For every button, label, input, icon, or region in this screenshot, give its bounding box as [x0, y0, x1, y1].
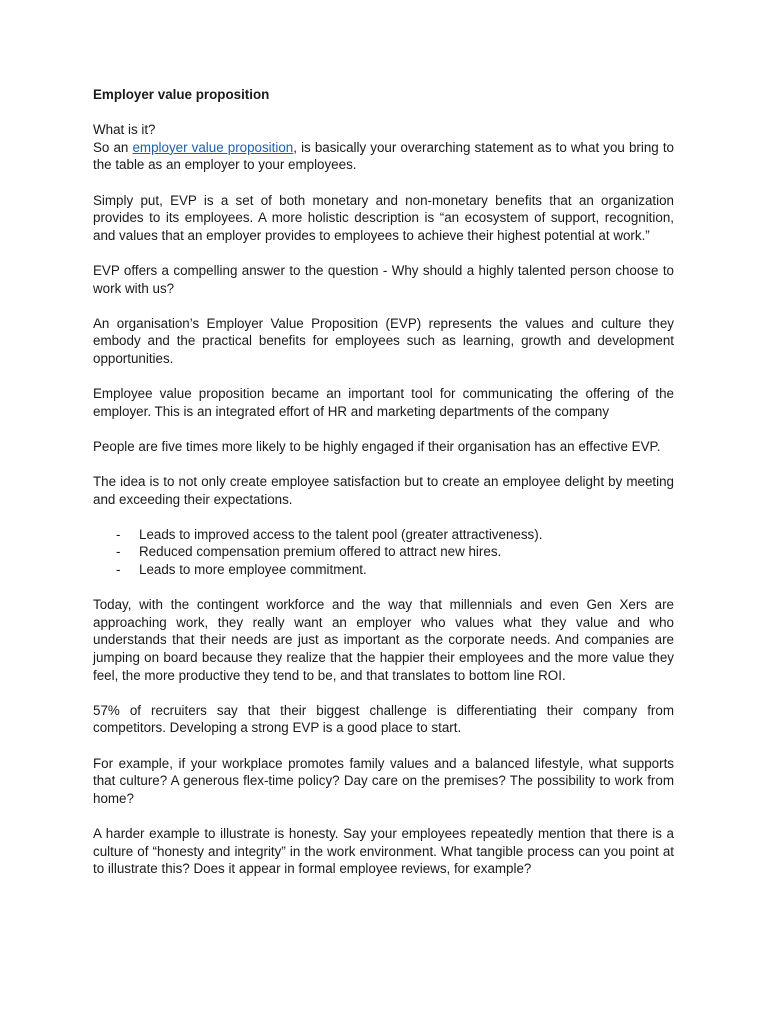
- list-item: [93, 543, 674, 561]
- evp-link[interactable]: employer value proposition: [132, 139, 294, 155]
- paragraph-contingent-workforce: Today, with the contingent workforce and the way that millennials and even Gen Xers are approaching work, they really want an employer who values what they value and who understands that their needs are just as important as the corporate needs. And companies are jumping on board because they realize that the happier their employees and the more value they feel, the more productive they tend to be, and that translates to bottom line ROI.: [93, 597, 674, 683]
- paragraph-evp-organisation: An organisation’s Employer Value Proposition (EVP) represents the values and culture they embody and the practical benefits for employees such as learning, growth and development opportunities.: [93, 315, 674, 366]
- benefits-list: [93, 526, 674, 579]
- list-item: [93, 561, 674, 579]
- list-item-text: Leads to improved access to the talent pool (greater attractiveness).: [139, 526, 543, 542]
- paragraph-honesty-example: A harder example to illustrate is honesty. Say your employees repeatedly mention that there is a culture of “honesty and integrity” in the work environment. What tangible process can you point at to illustrate this? Does it appear in formal employee reviews, for example?: [93, 825, 674, 877]
- document-page: [93, 86, 674, 895]
- intro-paragraph: [93, 139, 674, 174]
- bullet-dash: -: [116, 562, 121, 578]
- paragraph-evp-tool: Employee value proposition became an important tool for communicating the offering of the employer. This is an integrated effort of HR and marketing departments of the company: [93, 386, 674, 419]
- list-item-text: Reduced compensation premium offered to attract new hires.: [139, 544, 502, 560]
- bullet-dash: -: [116, 526, 121, 542]
- paragraph-family-values-example: For example, if your workplace promotes family values and a balanced lifestyle, what supports that culture? A generous flex-time policy? Day care on the premises? The possibility to work from home?: [93, 755, 674, 806]
- paragraph-employee-delight: The idea is to not only create employee satisfaction but to create an employee delight by meeting and exceeding their expectations.: [93, 474, 674, 507]
- intro-suffix: , is basically your overarching statement as to what you bring to the table as an employer to your employees.: [93, 139, 674, 173]
- bullet-dash: -: [116, 544, 121, 560]
- document-title: Employer value proposition: [93, 87, 270, 102]
- list-item-text: Leads to more employee commitment.: [139, 562, 367, 578]
- paragraph-evp-definition: Simply put, EVP is a set of both monetary and non-monetary benefits that an organization provides to its employees. A more holistic description is “an ecosystem of support, recognition, and values that an employer provides to employees to achieve their highest potential at work.”: [93, 192, 674, 243]
- section-heading: What is it?: [93, 122, 156, 138]
- paragraph-recruiters-stat: 57% of recruiters say that their biggest challenge is differentiating their company from competitors. Developing a strong EVP is a good place to start.: [93, 702, 674, 736]
- paragraph-engagement: People are five times more likely to be highly engaged if their organisation has an effective EVP.: [93, 438, 661, 454]
- intro-prefix: So an: [93, 139, 133, 155]
- list-item: [93, 526, 674, 544]
- paragraph-evp-question: EVP offers a compelling answer to the question - Why should a highly talented person choose to work with us?: [93, 262, 674, 296]
